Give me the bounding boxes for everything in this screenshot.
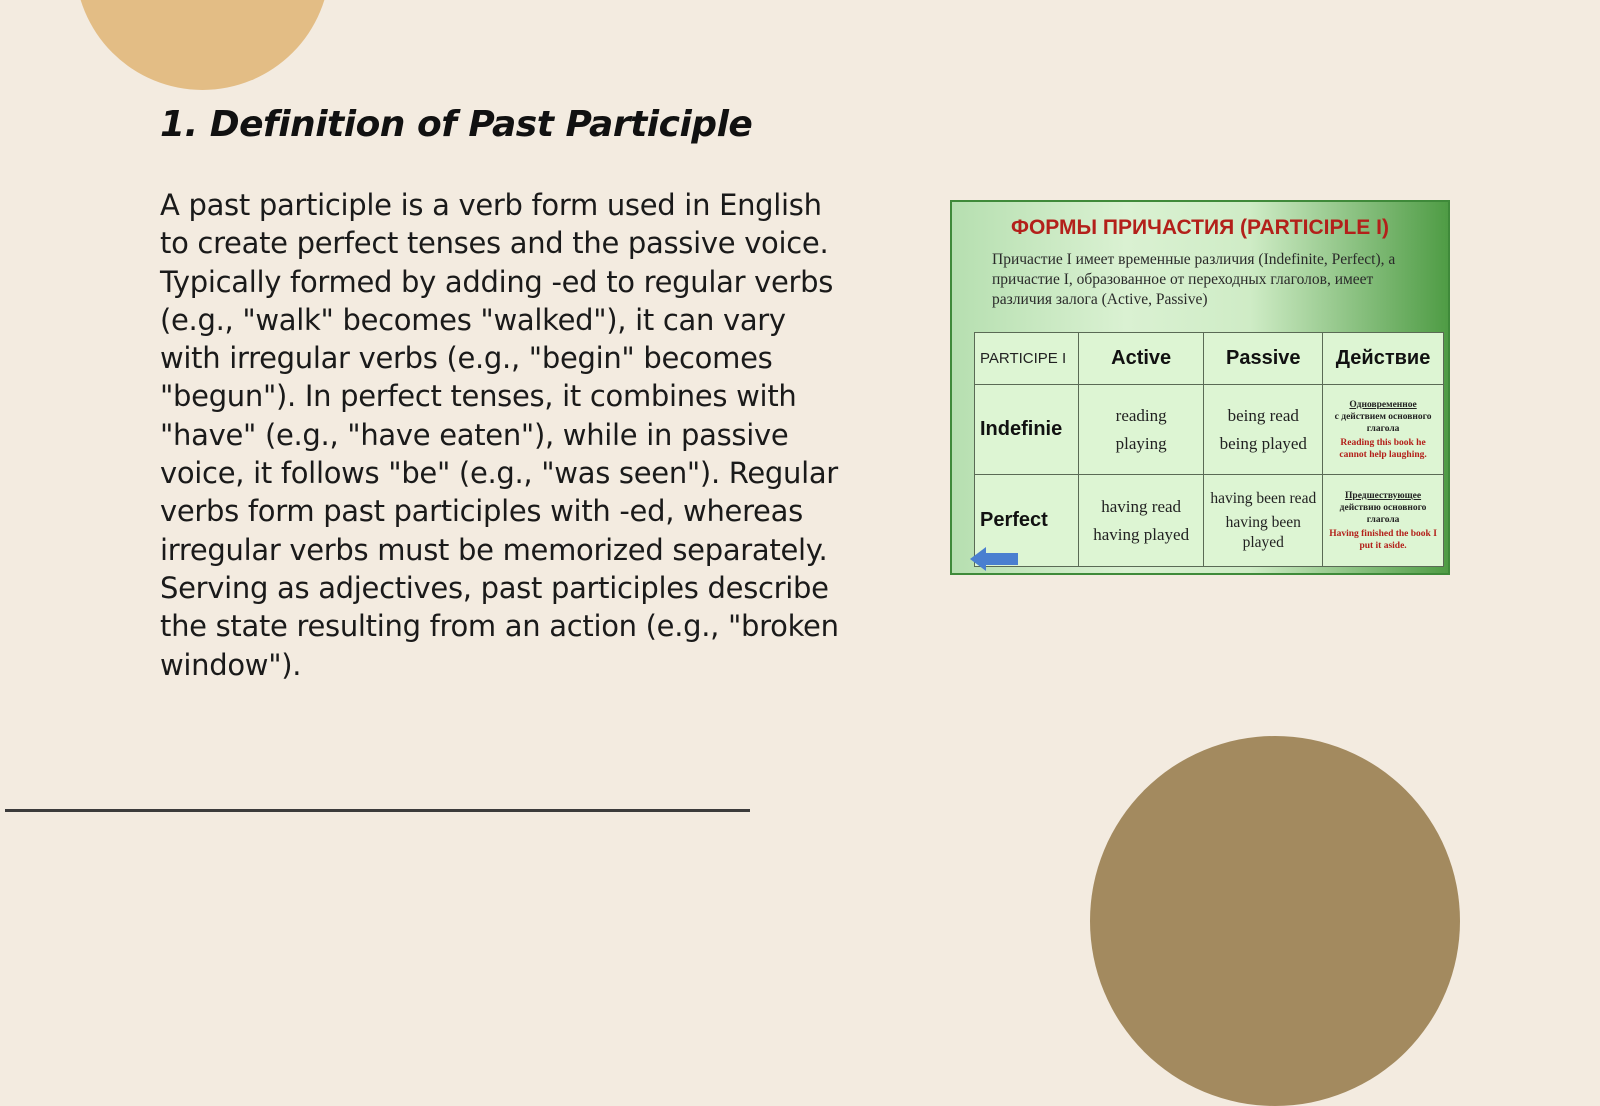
- figure-title: ФОРМЫ ПРИЧАСТИЯ (PARTICIPLE I): [1011, 216, 1389, 239]
- participle-table: [974, 332, 1444, 567]
- cell-active-indefinite: reading playing: [1078, 385, 1204, 475]
- decorative-circle-top: [75, 0, 330, 90]
- left-arrow-icon[interactable]: [970, 546, 1020, 572]
- header-action: Действие: [1323, 333, 1444, 385]
- row-label-indefinite: Indefinie: [975, 385, 1079, 475]
- divider-line: [5, 809, 750, 812]
- cell-active-perfect: having read having played: [1078, 475, 1204, 567]
- slide-title: 1. Definition of Past Participle: [160, 104, 753, 145]
- cell-passive-perfect: having been read having been played: [1204, 475, 1323, 567]
- cell-action-perfect: Предшествующее действию основного глагола Having finished the book I put it aside.: [1323, 475, 1444, 567]
- row-label-perfect: Perfect: [975, 475, 1079, 567]
- header-participle: PARTICIPE I: [975, 333, 1079, 385]
- participle-forms-figure: [950, 200, 1450, 575]
- table-header-row: [975, 333, 1444, 385]
- slide-body-text: A past participle is a verb form used in English to create perfect tenses and the passive voice. Typically formed by adding -ed to regular verbs (e.g., "walk" becomes "walked"), it can vary with irregular verbs (e.g., "begin" becomes "begun"). In perfect tenses, it combines with "have" (e.g., "have eaten"), while in passive voice, it follows "be" (e.g., "was seen"). Regular verbs form past participles with -ed, whereas irregular verbs must be memorized separately. Serving as adjectives, past participles describe the state resulting from an action (e.g., "broken window").: [160, 188, 839, 682]
- table-row: [975, 385, 1444, 475]
- decorative-circle-bottom: [1090, 736, 1460, 1106]
- table-row: [975, 475, 1444, 567]
- figure-subtitle: Причастие I имеет временные различия (Indefinite, Perfect), а причастие I, образованное от переходных глаголов, имеет различия залога (Active, Passive): [992, 251, 1396, 308]
- header-passive: Passive: [1204, 333, 1323, 385]
- cell-action-indefinite: Одновременное с действием основного глагола Reading this book he cannot help laughing.: [1323, 385, 1444, 475]
- header-active: Active: [1078, 333, 1204, 385]
- cell-passive-indefinite: being read being played: [1204, 385, 1323, 475]
